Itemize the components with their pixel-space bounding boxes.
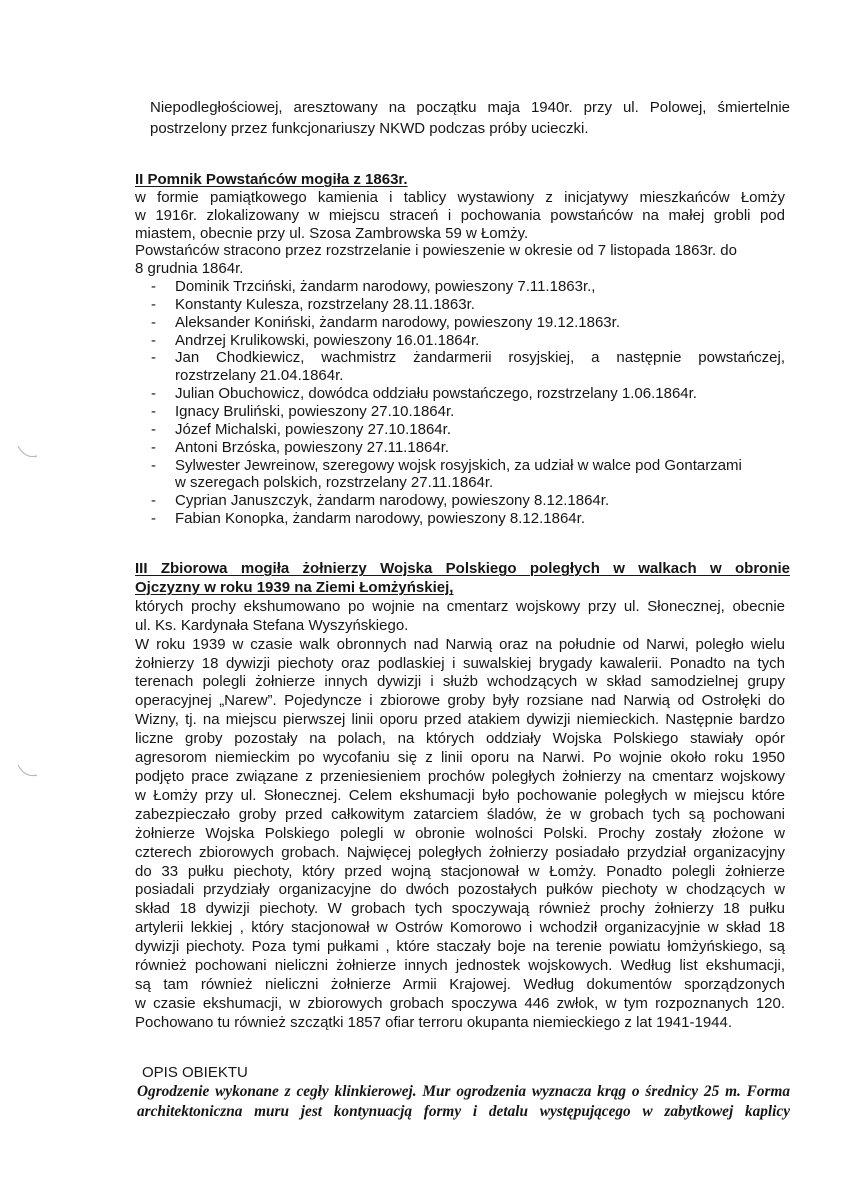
punch-hole-marks <box>0 0 60 1199</box>
text-line: agresorom niemieckim po wycofaniu się z linii oporu na Narwi. Po wojnie około roku 1950 <box>135 749 785 767</box>
text-line: Jan Chodkiewicz, wachmistrz żandarmerii rosyjskiej, a następnie powstańczej, <box>175 349 785 367</box>
section-heading: III Zbiorowa mogiła żołnierzy Wojska Polskiego poległych w walkach w obronie <box>135 560 790 577</box>
text-line: zabezpieczało groby przed całkowitym zatarciem śladów, że w grobach tych są pochowani <box>135 805 785 823</box>
text-line: czterech zbiorowych grobach. Najwięcej poległych żołnierzy posiadało przydział organizacyjny <box>135 843 785 861</box>
list-bullet: - <box>151 438 156 456</box>
text-line: Powstańców stracono przez rozstrzelanie i powieszenie w okresie od 7 listopada 1863r. do <box>135 242 737 260</box>
text-line: w formie pamiątkowego kamienia i tablicy wystawiony z inicjatywy mieszkańców Łomży <box>135 188 785 206</box>
intro-paragraph <box>150 97 790 139</box>
text-line: Aleksander Koniński, żandarm narodowy, powieszony 19.12.1863r. <box>175 313 620 331</box>
list-bullet: - <box>151 331 156 349</box>
text-line: w czasie ekshumacji, w zbiorowych grobach spoczywa 446 zwłok, w tym rozpoznanych 120. <box>135 994 785 1012</box>
list-item <box>135 492 785 510</box>
text-line: posiadali przydziały organizacyjne do dwóch pozostałych pułków piechoty w chodzących w <box>135 881 785 899</box>
list-item <box>135 510 785 528</box>
list-item <box>135 349 785 385</box>
list-bullet: - <box>151 402 156 420</box>
text-line: artylerii lekkiej , który stacjonował w Ostrów Komorowo i wchodził organizacyjnie w skład 18 <box>135 919 785 937</box>
section-2 <box>135 171 785 528</box>
text-line: Józef Michalski, powieszony 27.10.1864r. <box>175 420 451 438</box>
text-line: żołnierze Wojska Polskiego polegli w obronie wolności Polski. Prochy zostały złożone w <box>135 824 785 842</box>
list-bullet: - <box>151 385 156 403</box>
list-bullet: - <box>151 492 156 510</box>
list-bullet: - <box>151 420 156 438</box>
text-line: Dominik Trzciński, żandarm narodowy, powieszony 7.11.1863r., <box>175 278 596 296</box>
text-line: liczne groby pozostały na polach, na których oddziały Wojska Polskiego stawiały opór <box>135 730 785 748</box>
list-bullet: - <box>151 456 156 474</box>
section-heading: Ojczyzny w roku 1939 na Ziemi Łomżyńskiej, <box>135 578 454 596</box>
text-line: również pochowani nieliczni żołnierze innych jednostek wojskowych. Według list ekshumacji, <box>135 957 785 975</box>
list-item <box>135 314 785 332</box>
text-line: ul. Ks. Kardynała Stefana Wyszyńskiego. <box>135 616 409 634</box>
text-line: postrzelony przez funkcjonariuszy NKWD podczas próby ucieczki. <box>150 120 589 137</box>
text-line: żołnierzy 18 dywizji piechoty oraz podlaskiej i suwalskiej brygady kawalerii. Ponadto na tych <box>135 654 785 672</box>
list-item <box>135 403 785 421</box>
text-line: Ogrodzenie wykonane z cegły klinkierowej. Mur ogrodzenia wyznacza krąg o średnicy 25 m. Forma <box>137 1083 790 1100</box>
list-bullet: - <box>151 278 156 296</box>
text-line: w 1916r. zlokalizowany w miejscu straceń i pochowania powstańców na małej grobli pod <box>135 206 785 224</box>
list-bullet: - <box>151 349 156 367</box>
description-paragraph <box>137 1082 790 1121</box>
text-line: w szeregach polskich, rozstrzelany 27.11.1864r. <box>175 474 494 492</box>
text-line: operacyjnej „Narew”. Pojedyncze i zbiorowe groby były rozsiane nad Narwią od Ostrołęki do <box>135 692 785 710</box>
text-line: są tam również nieliczni żołnierze Armii Krajowej. Według dokumentów sporządzonych <box>135 975 785 993</box>
list-bullet: - <box>151 510 156 528</box>
punch-hole-mark <box>18 765 37 776</box>
list-item <box>135 385 785 403</box>
text-line: Antoni Brzóska, powieszony 27.11.1864r. <box>175 438 450 456</box>
text-line: 8 grudnia 1864r. <box>135 260 244 278</box>
list-item <box>135 421 785 439</box>
punch-hole-mark <box>18 446 37 457</box>
description-heading: OPIS OBIEKTU <box>142 1064 248 1081</box>
text-line: Julian Obuchowicz, dowódca oddziału powstańczego, rozstrzelany 1.06.1864r. <box>175 385 697 403</box>
text-line: których prochy ekshumowano po wojnie na cmentarz wojskowy przy ul. Słonecznej, obecnie <box>135 597 785 615</box>
list-bullet: - <box>151 295 156 313</box>
text-line: skład 18 dywizji piechoty. W grobach tych spoczywają również prochy żołnierzy 18 pułku <box>135 900 785 918</box>
text-line: Pochowano tu również szczątki 1857 ofiar terroru okupanta niemieckiego z lat 1941-1944. <box>135 1013 733 1031</box>
list-item <box>135 278 785 296</box>
list-item <box>135 439 785 457</box>
text-line: Ignacy Bruliński, powieszony 27.10.1864r. <box>175 402 455 420</box>
text-line: Niepodległościowej, aresztowany na początku maja 1940r. przy ul. Polowej, śmiertelnie <box>150 99 790 116</box>
text-line: architektoniczna muru jest kontynuacją formy i detalu występującego w zabytkowej kaplicy <box>137 1102 790 1120</box>
text-line: Andrzej Krulikowski, powieszony 16.01.1864r. <box>175 331 480 349</box>
list-item <box>135 296 785 314</box>
section-heading: II Pomnik Powstańców mogiła z 1863r. <box>135 171 408 188</box>
text-line: terenach polegli żołnierze innych dywizji i służb wchodzących w skład samodzielnej grupy <box>135 673 785 691</box>
text-line: W roku 1939 w czasie walk obronnych nad Narwią oraz na południe od Narwi, poległo wielu <box>135 635 785 653</box>
text-line: Sylwester Jewreinow, szeregowy wojsk rosyjskich, za udział w walce pod Gontarzami <box>175 456 742 474</box>
list-item <box>135 457 785 493</box>
text-line: do 33 pułku piechoty, który przed wojną stacjonował w Łomży. Ponadto polegli żołnierze <box>135 862 785 880</box>
text-line: podjęto prace związane z przeniesieniem prochów poległych żołnierzy na cmentarz wojskowy <box>135 767 785 785</box>
text-line: Fabian Konopka, żandarm narodowy, powieszony 8.12.1864r. <box>175 510 585 528</box>
text-line: Konstanty Kulesza, rozstrzelany 28.11.1863r. <box>175 295 475 313</box>
text-line: dywizji piechoty. Poza tymi pułkami , które staczały boje na terenie powiatu łomżyńskiego, są <box>135 938 785 956</box>
text-line: Cyprian Januszczyk, żandarm narodowy, powieszony 8.12.1864r. <box>175 492 610 510</box>
section-3 <box>135 560 790 1033</box>
text-line: miastem, obecnie przy ul. Szosa Zambrowska 59 w Łomży. <box>135 224 529 242</box>
list-bullet: - <box>151 313 156 331</box>
list-item <box>135 332 785 350</box>
text-line: w Łomży przy ul. Słonecznej. Celem ekshumacji było pochowanie poległych w miejscu które <box>135 786 785 804</box>
text-line: Wizny, tj. na miejscu pierwszej linii oporu przed atakiem dywizji niemieckich. Następnie bardzo <box>135 711 785 729</box>
text-line: rozstrzelany 21.04.1864r. <box>175 367 344 385</box>
